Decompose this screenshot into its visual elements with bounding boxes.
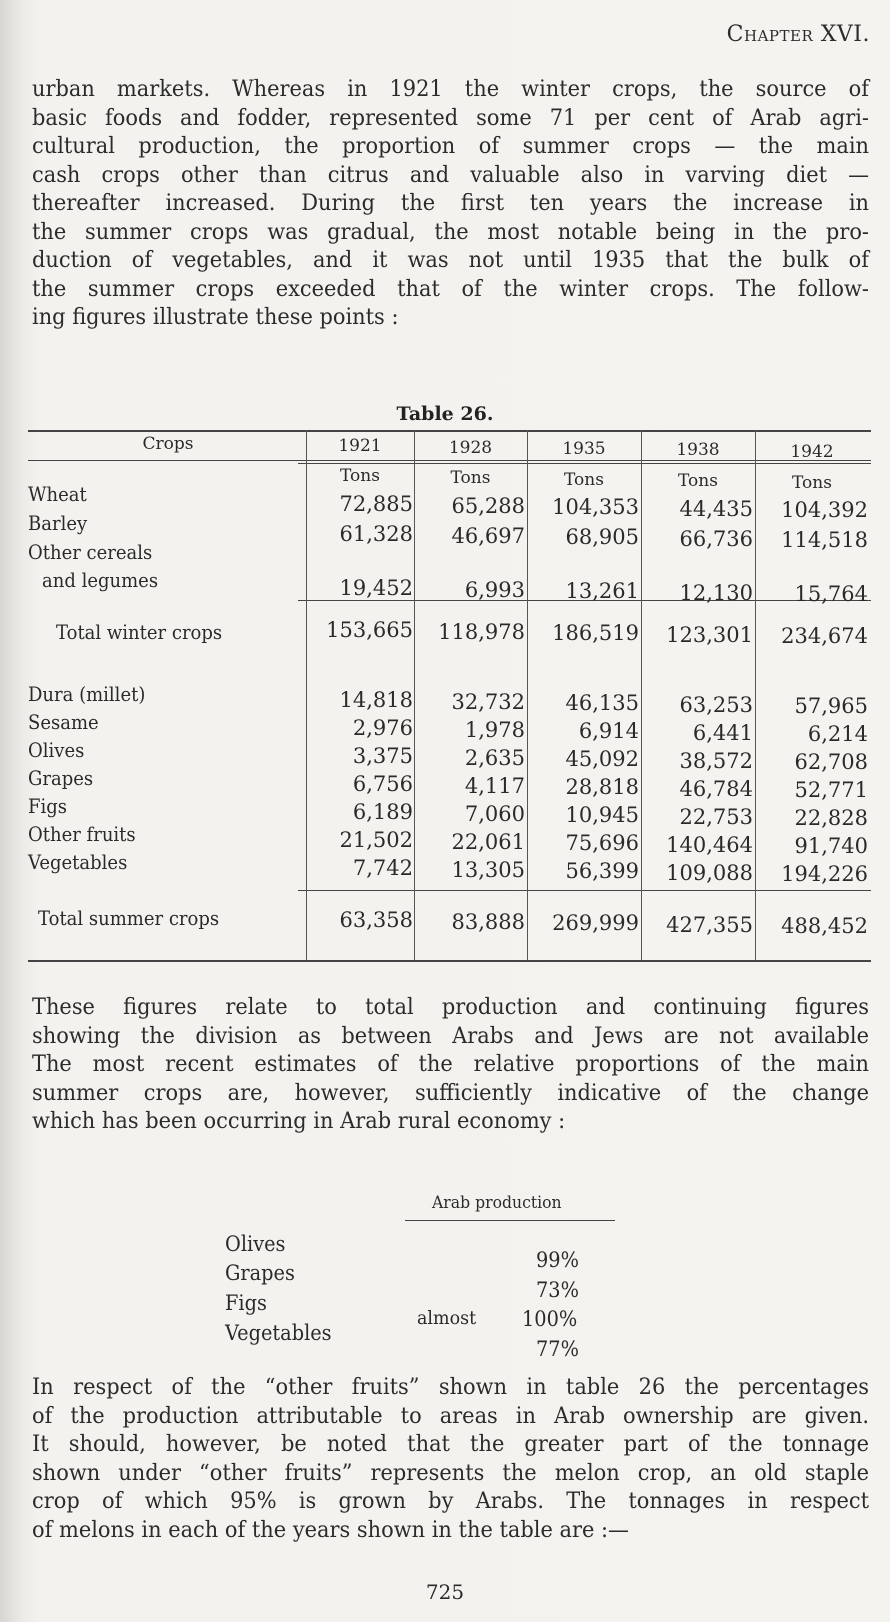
text-line: urban markets. Whereas in 1921 the winter crops, the source of: [32, 76, 869, 102]
column-divider: [755, 430, 756, 960]
row-label: Barley: [28, 511, 88, 535]
paragraph-figures-note: [32, 993, 869, 1136]
text-line: the summer crops exceeded that of the winter crops. The follow-: [32, 275, 869, 302]
crop-production-table: [28, 430, 871, 1000]
table-cell: 68,905: [565, 525, 639, 549]
text-line: which has been occurring in Arab rural economy :: [32, 1108, 566, 1134]
text-line: basic foods and fodder, represented some 71 per cent of Arab agri-: [32, 104, 869, 131]
arab-crop-label: Olives: [225, 1232, 286, 1256]
row-label: Olives: [28, 738, 85, 762]
column-divider: [306, 430, 307, 960]
unit-label: Tons: [678, 471, 718, 491]
row-label: Other fruits: [28, 822, 136, 846]
table-cell: 6,214: [807, 722, 868, 746]
header-crops: Crops: [142, 434, 194, 454]
table-cell: 6,993: [464, 577, 525, 602]
table-cell: 66,736: [679, 526, 753, 551]
text-line: The most recent estimates of the relative proportions of the main: [32, 1051, 869, 1077]
row-label: Vegetables: [28, 850, 128, 874]
table-cell: 65,288: [451, 493, 525, 518]
table-cell: 104,392: [781, 498, 868, 522]
text-line: duction of vegetables, and it was not until 1935 that the bulk of: [32, 247, 869, 273]
table-cell: 7,742: [352, 856, 413, 880]
header-year: 1928: [448, 438, 493, 458]
table-title: Table 26.: [396, 403, 494, 425]
arab-crop-label: Grapes: [225, 1261, 295, 1285]
table-total-cell: 123,301: [666, 622, 753, 647]
table-total-cell: 153,665: [326, 618, 413, 642]
table-cell: 1,978: [464, 717, 525, 742]
arab-production-rule: [405, 1220, 615, 1221]
table-cell: 2,635: [464, 745, 525, 770]
text-line: ing figures illustrate these points :: [32, 304, 399, 330]
table-cell: 38,572: [679, 748, 753, 773]
table-cell: 44,435: [679, 496, 753, 521]
table-top-rule: [28, 430, 871, 432]
row-label: Dura (millet): [28, 682, 146, 706]
table-cell: 13,305: [451, 857, 525, 882]
table-cell: 6,441: [692, 720, 753, 745]
table-cell: 63,253: [679, 692, 753, 717]
table-cell: 114,518: [781, 528, 868, 552]
page-number: 725: [425, 1580, 465, 1604]
paragraph-intro: [32, 75, 869, 332]
table-cell: 15,764: [794, 582, 868, 606]
table-cell: 21,502: [339, 828, 413, 852]
header-year: 1921: [338, 436, 382, 456]
row-label: and legumes: [42, 568, 159, 592]
row-label: Sesame: [28, 710, 99, 734]
text-line: summer crops are, however, sufficiently indicative of the change: [32, 1079, 869, 1106]
table-cell: 19,452: [339, 576, 413, 600]
paragraph-other-fruits-text: [32, 1373, 869, 1544]
table-total-cell: 186,519: [552, 621, 639, 645]
text-line: shown under “other fruits” represents the melon crop, an old staple: [32, 1459, 869, 1486]
text-line: cash crops other than citrus and valuable also in varving diet —: [32, 161, 869, 188]
table-total-cell: 427,355: [666, 912, 753, 937]
table-cell: 104,353: [552, 495, 639, 519]
column-divider: [527, 430, 528, 960]
text-line: These figures relate to total production and continuing figures: [32, 994, 869, 1020]
table-cell: 7,060: [464, 801, 525, 826]
text-line: crop of which 95% is grown by Arabs. The tonnages in respect: [32, 1488, 869, 1514]
unit-label: Tons: [450, 468, 491, 488]
row-label-total: Total winter crops: [56, 620, 223, 644]
table-cell: 6,914: [578, 719, 639, 743]
table-cell: 109,088: [666, 860, 753, 885]
table-total-cell: 63,358: [339, 908, 413, 932]
table-cell: 72,885: [339, 492, 413, 516]
table-cell: 10,945: [565, 803, 639, 827]
table-cell: 22,753: [679, 804, 753, 829]
text-line: In respect of the “other fruits” shown in table 26 the percentages: [32, 1374, 869, 1400]
arab-crop-label: Vegetables: [225, 1321, 332, 1345]
table-cell: 28,818: [565, 775, 639, 799]
table-cell: 22,828: [794, 806, 868, 830]
table-cell: 52,771: [794, 778, 868, 802]
text-line: of the production attributable to areas in Arab ownership are given.: [32, 1402, 869, 1429]
arab-percent: 99%: [536, 1248, 579, 1272]
table-cell: 56,399: [565, 859, 639, 883]
row-label-total: Total summer crops: [38, 906, 220, 930]
table-cell: 3,375: [352, 744, 413, 768]
arab-percent: 73%: [536, 1278, 579, 1302]
table-total-cell: 488,452: [781, 914, 868, 938]
text-line: It should, however, be noted that the greater part of the tonnage: [32, 1431, 869, 1457]
table-total-cell: 234,674: [781, 624, 868, 648]
text-line: cultural production, the proportion of summer crops — the main: [32, 133, 869, 159]
table-cell: 2,976: [352, 716, 413, 740]
text-line: showing the division as between Arabs and Jews are not available: [32, 1022, 869, 1049]
header-year: 1935: [562, 439, 606, 459]
table-cell: 6,189: [352, 800, 413, 824]
arab-percent: 100%: [522, 1307, 578, 1331]
table-cell: 14,818: [339, 688, 413, 712]
running-head: Chapter XVI.: [726, 22, 870, 47]
text-line: thereafter increased. During the first ten years the increase in: [32, 190, 869, 216]
arab-production-table: [0, 1190, 890, 1400]
table-cell: 45,092: [565, 747, 639, 771]
text-line: the summer crops was gradual, the most notable being in the pro-: [32, 218, 869, 245]
table-cell: 61,328: [339, 522, 413, 546]
table-bottom-rule: [28, 960, 871, 962]
table-cell: 6,756: [352, 772, 413, 796]
row-label: Grapes: [28, 766, 94, 790]
table-cell: 4,117: [464, 773, 525, 798]
header-rule-years: [298, 463, 871, 464]
row-label: Figs: [28, 794, 68, 818]
table-cell: 57,965: [794, 694, 868, 718]
table-total-cell: 118,978: [438, 619, 525, 644]
row-label: Wheat: [28, 482, 87, 506]
header-year: 1942: [790, 442, 834, 462]
table-cell: 46,697: [451, 523, 525, 548]
table-cell: 46,135: [565, 691, 639, 715]
table-cell: 91,740: [794, 834, 868, 858]
table-cell: 140,464: [666, 832, 753, 857]
table-cell: 62,708: [794, 750, 868, 774]
arab-crop-label: Figs: [225, 1291, 267, 1315]
table-cell: 22,061: [451, 829, 525, 854]
arab-production-header: Arab production: [432, 1193, 562, 1213]
header-rule: [28, 460, 871, 461]
column-divider: [641, 430, 642, 960]
table-cell: 46,784: [679, 776, 753, 801]
arab-percent: 77%: [536, 1337, 579, 1361]
header-year: 1938: [676, 440, 720, 460]
table-cell: 32,732: [451, 689, 525, 714]
table-total-cell: 83,888: [451, 909, 525, 934]
unit-label: Tons: [792, 473, 832, 493]
row-label: Other cereals: [28, 540, 153, 564]
table-total-cell: 269,999: [552, 911, 639, 935]
column-divider: [414, 430, 415, 960]
table-cell: 12,130: [679, 580, 753, 605]
table-cell: 75,696: [565, 831, 639, 855]
table-cell: 194,226: [781, 862, 868, 886]
arab-qualifier: almost: [417, 1307, 477, 1329]
summer-subtotal-rule: [298, 890, 871, 891]
unit-label: Tons: [340, 466, 380, 486]
table-cell: 13,261: [565, 579, 639, 603]
unit-label: Tons: [564, 470, 604, 490]
text-line: of melons in each of the years shown in the table are :—: [32, 1516, 629, 1543]
